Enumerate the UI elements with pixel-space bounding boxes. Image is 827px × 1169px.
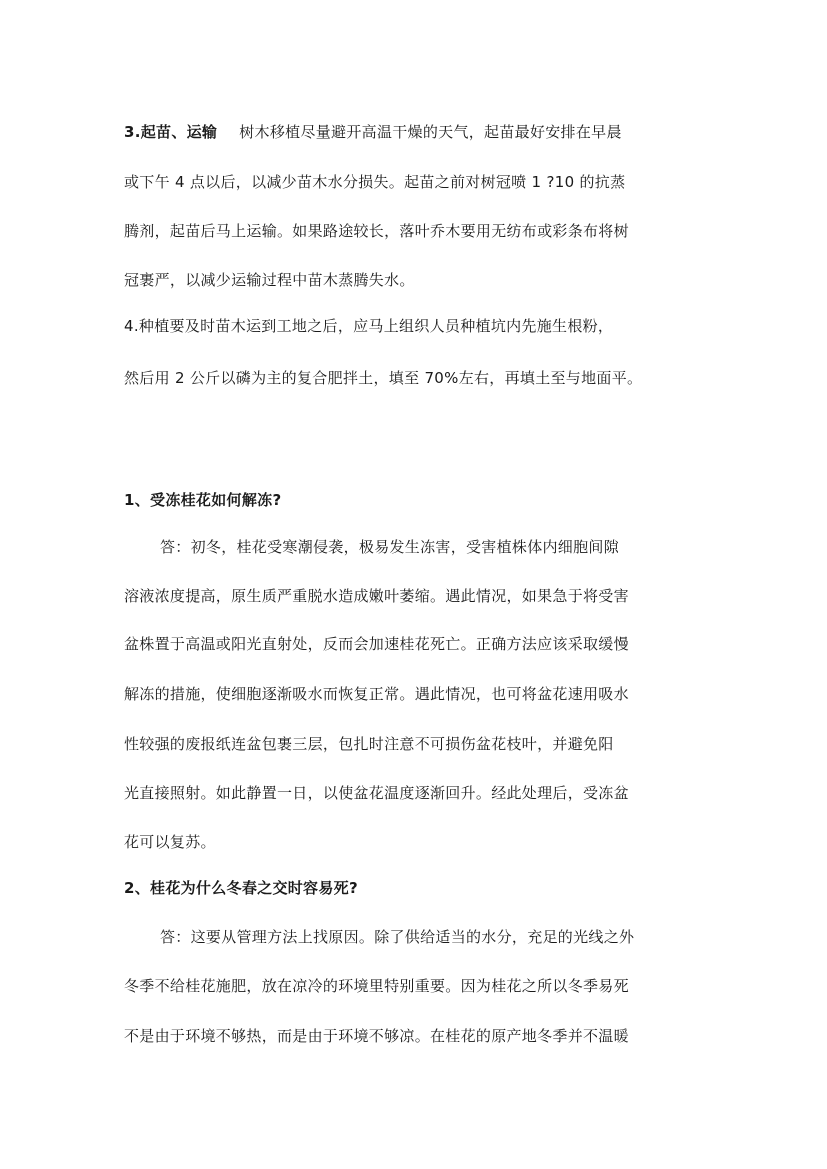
item-4-line-2: 然后用 2 公斤以磷为主的复合肥拌土，填至 70%左右，再填土至与地面平。 [124, 369, 643, 387]
item-4-line-1: 4.种植要及时苗木运到工地之后，应马上组织人员种植坑内先施生根粉， [124, 317, 614, 335]
item-3-line-2: 或下午 4 点以后，以减少苗木水分损失。起苗之前对树冠喷 1 ?10 的抗蒸 [124, 173, 626, 191]
item-3-line-3: 腾剂，起苗后马上运输。如果路途较长，落叶乔木要用无纺布或彩条布将树 [124, 222, 629, 240]
answer-2-line-2: 冬季不给桂花施肥，放在凉冷的环境里特别重要。因为桂花之所以冬季易死 [124, 977, 629, 995]
answer-2-line-3: 不是由于环境不够热，而是由于环境不够凉。在桂花的原产地冬季并不温暖 [124, 1027, 629, 1045]
answer-2-line-1: 答：这要从管理方法上找原因。除了供给适当的水分，充足的光线之外 [160, 928, 635, 946]
answer-1-line-3: 盆株置于高温或阳光直射处，反而会加速桂花死亡。正确方法应该采取缓慢 [124, 635, 629, 653]
answer-1-line-5: 性较强的废报纸连盆包裹三层，包扎时注意不可损伤盆花枝叶，并避免阳 [124, 735, 614, 753]
item-3-text: 树木移植尽量避开高温干燥的天气，起苗最好安排在早晨 [239, 123, 622, 141]
answer-1-line-6: 光直接照射。如此静置一日，以使盆花温度逐渐回升。经此处理后，受冻盆 [124, 784, 629, 802]
answer-1-line-2: 溶液浓度提高，原生质严重脱水造成嫩叶萎缩。遇此情况，如果急于将受害 [124, 587, 629, 605]
question-1-heading: 1、受冻桂花如何解冻? [124, 491, 282, 509]
item-3-heading: 3.起苗、运输 [124, 123, 218, 141]
item-3-line-1 [124, 122, 622, 142]
answer-1-line-7: 花可以复苏。 [124, 833, 216, 851]
answer-1-line-4: 解冻的措施，使细胞逐渐吸水而恢复正常。遇此情况，也可将盆花速用吸水 [124, 685, 629, 703]
question-2-heading: 2、桂花为什么冬春之交时容易死? [124, 879, 358, 897]
item-3-line-4: 冠裹严，以减少运输过程中苗木蒸腾失水。 [124, 271, 415, 289]
answer-1-line-1: 答：初冬，桂花受寒潮侵袭，极易发生冻害，受害植株体内细胞间隙 [160, 538, 620, 556]
